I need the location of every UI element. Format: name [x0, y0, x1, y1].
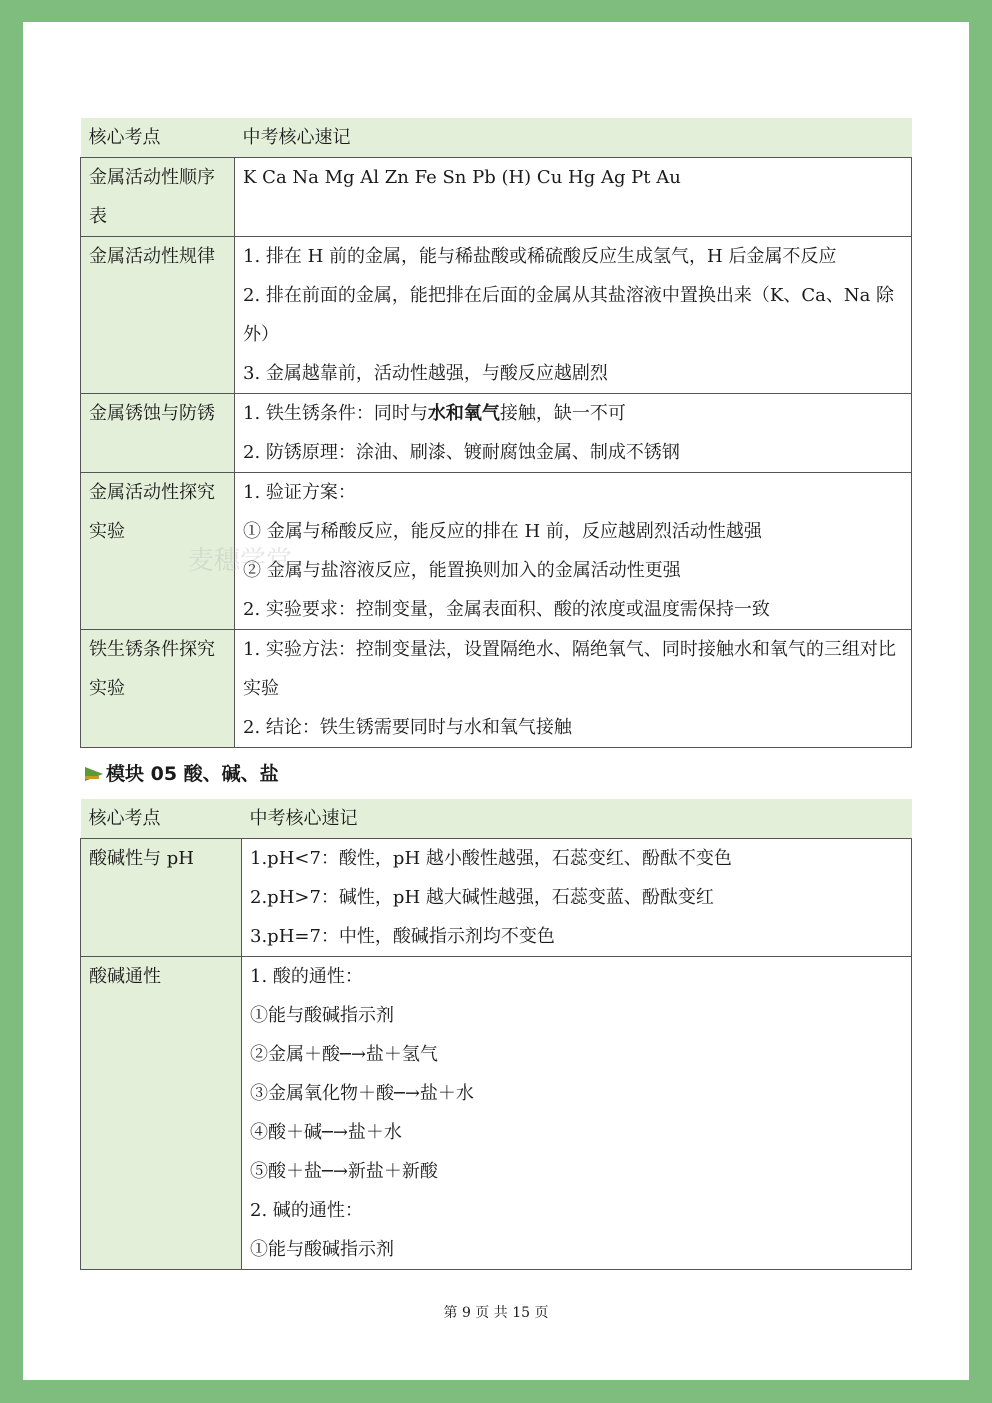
- metals-table: [80, 118, 912, 748]
- header-summary: 中考核心速记: [235, 118, 912, 158]
- watermark: 麦穗学堂: [188, 546, 293, 576]
- content-line: ② 金属与盐溶液反应，能置换则加入的金属活动性更强: [243, 560, 681, 581]
- content-line: 3.pH=7：中性，酸碱指示剂均不变色: [250, 926, 555, 947]
- table-header: [81, 118, 912, 158]
- row-content: [235, 237, 912, 394]
- header-key-point: 核心考点: [81, 799, 242, 839]
- table-row: [81, 630, 912, 748]
- content-line: [243, 394, 903, 433]
- table-header: [81, 799, 912, 839]
- acid-base-table: [80, 799, 912, 1270]
- content-line: 2. 碱的通性：: [250, 1200, 363, 1221]
- row-topic: 金属活动性探究实验: [81, 473, 235, 630]
- content-line: ① 金属与稀酸反应，能反应的排在 H 前，反应越剧烈活动性越强: [243, 521, 762, 542]
- module-title: 模块 05 酸、碱、盐: [106, 763, 279, 785]
- content-line: ①能与酸碱指示剂: [250, 1239, 394, 1260]
- row-content: [235, 630, 912, 748]
- content-line: ①能与酸碱指示剂: [250, 1005, 394, 1026]
- text-segment: 1. 铁生锈条件：同时与: [243, 403, 428, 424]
- content-line: 1. 排在 H 前的金属，能与稀盐酸或稀硫酸反应生成氢气，H 后金属不反应: [243, 246, 837, 267]
- arrow-icon: [85, 767, 103, 781]
- table-row: [81, 158, 912, 237]
- table-row: [81, 394, 912, 473]
- content-line: 2. 实验要求：控制变量，金属表面积、酸的浓度或温度需保持一致: [243, 599, 770, 620]
- table-row: [81, 839, 912, 957]
- row-topic: 酸碱性与 pH: [81, 839, 242, 957]
- row-topic: 铁生锈条件探究实验: [81, 630, 235, 748]
- content-line: 1. 酸的通性：: [250, 966, 363, 987]
- content-line: 2.pH>7：碱性，pH 越大碱性越强，石蕊变蓝、酚酞变红: [250, 887, 714, 908]
- row-topic: 酸碱通性: [81, 957, 242, 1270]
- row-content: [235, 473, 912, 630]
- row-content: [242, 957, 912, 1270]
- row-topic: 金属活动性规律: [81, 237, 235, 394]
- module-heading: [85, 760, 279, 788]
- content-line: 2. 防锈原理：涂油、刷漆、镀耐腐蚀金属、制成不锈钢: [243, 442, 680, 463]
- content-line: 1. 验证方案：: [243, 482, 356, 503]
- table-row: [81, 957, 912, 1270]
- text-segment: 接触，缺一不可: [499, 403, 626, 424]
- table-row: [81, 473, 912, 630]
- content-line: ③金属氧化物＋酸─→盐＋水: [250, 1083, 474, 1104]
- content-line: K Ca Na Mg Al Zn Fe Sn Pb (H) Cu Hg Ag Pt Au: [243, 167, 681, 188]
- row-content: [235, 394, 912, 473]
- page-footer: 第 9 页 共 15 页: [443, 1305, 549, 1321]
- table-row: [81, 237, 912, 394]
- document-page: [23, 22, 969, 1380]
- header-key-point: 核心考点: [81, 118, 235, 158]
- content-line: 3. 金属越靠前，活动性越强，与酸反应越剧烈: [243, 363, 608, 384]
- content-line: 1. 实验方法：控制变量法，设置隔绝水、隔绝氧气、同时接触水和氧气的三组对比实验: [243, 639, 896, 699]
- content-line: ④酸＋碱─→盐＋水: [250, 1122, 402, 1143]
- content-line: 2. 排在前面的金属，能把排在后面的金属从其盐溶液中置换出来（K、Ca、Na 除外）: [243, 285, 895, 345]
- row-topic: 金属锈蚀与防锈: [81, 394, 235, 473]
- content-line: ②金属＋酸─→盐＋氢气: [250, 1044, 438, 1065]
- content-line: 2. 结论：铁生锈需要同时与水和氧气接触: [243, 717, 572, 738]
- emphasis-text: 水和氧气: [427, 403, 500, 424]
- content-line: 1.pH<7：酸性，pH 越小酸性越强，石蕊变红、酚酞不变色: [250, 848, 732, 869]
- content-line: ⑤酸＋盐─→新盐＋新酸: [250, 1161, 438, 1182]
- row-content: [235, 158, 912, 237]
- row-topic: 金属活动性顺序表: [81, 158, 235, 237]
- row-content: [242, 839, 912, 957]
- header-summary: 中考核心速记: [242, 799, 912, 839]
